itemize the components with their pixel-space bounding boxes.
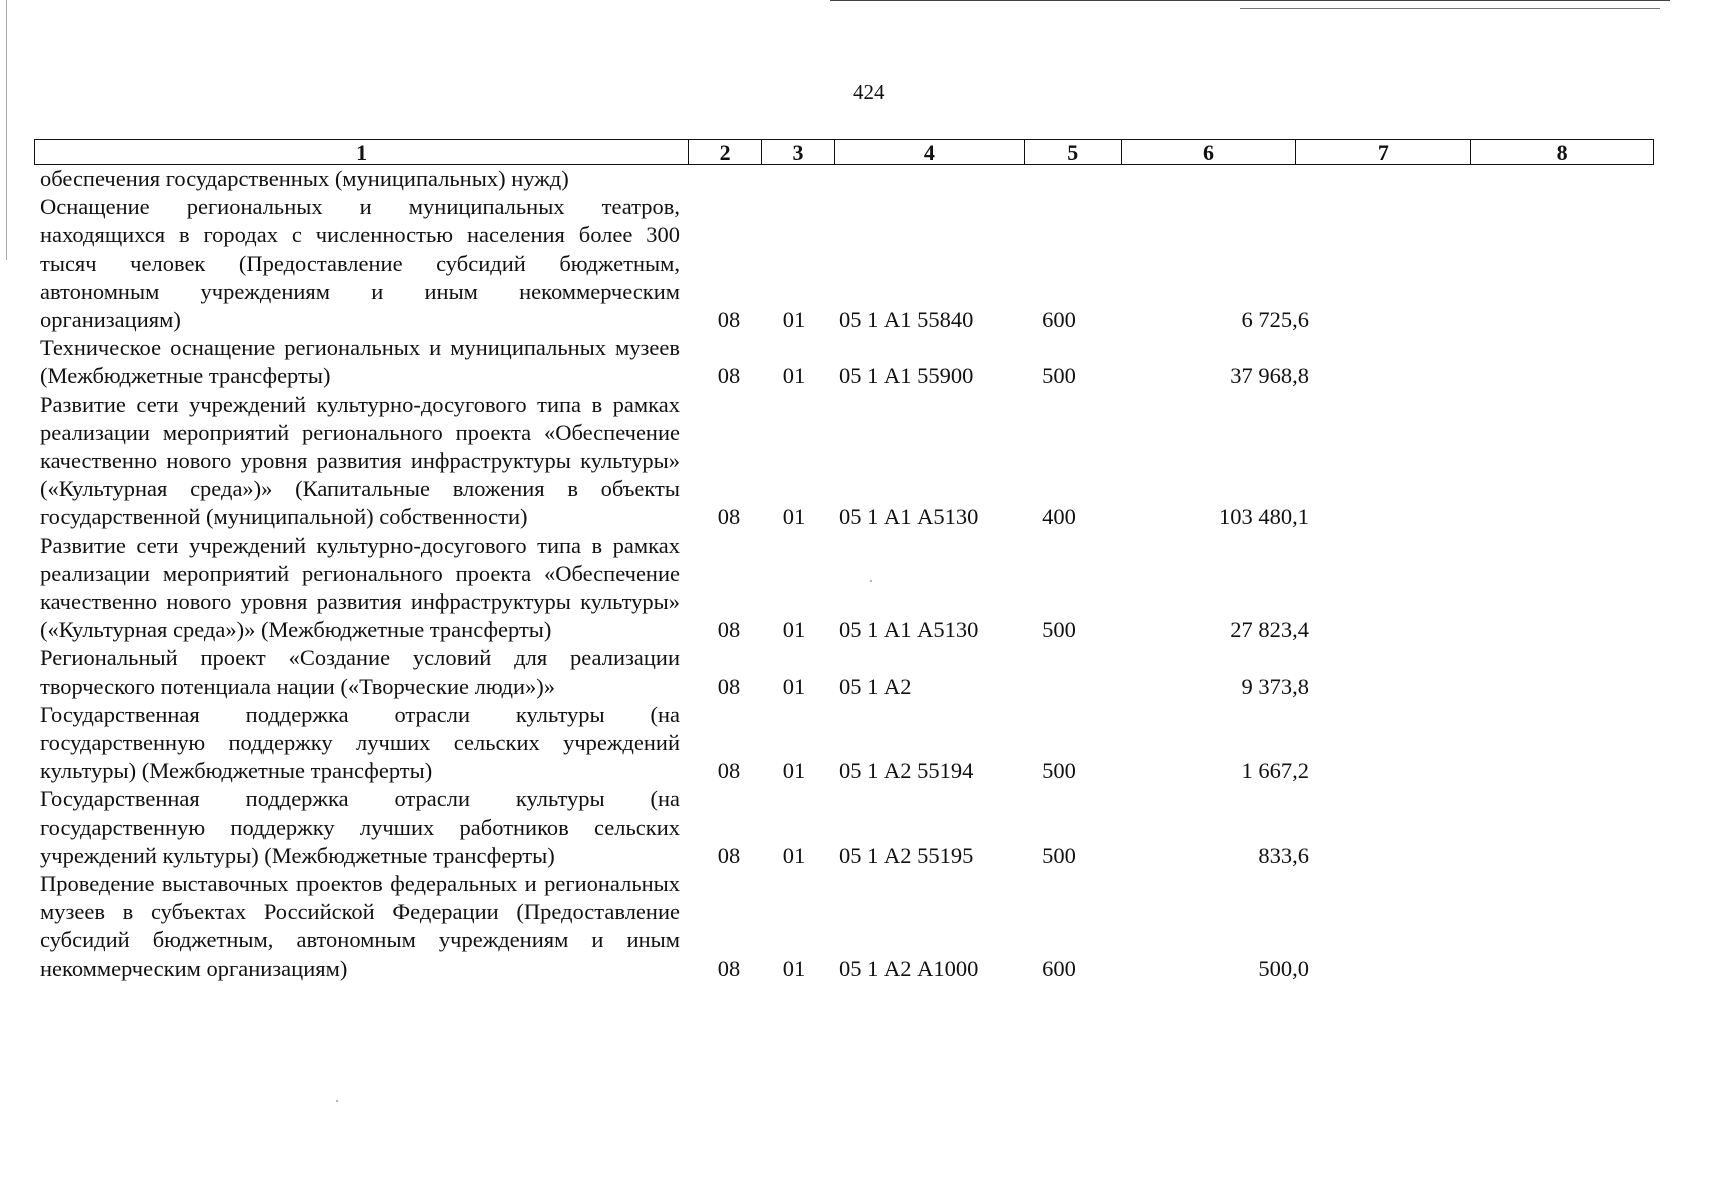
table-body <box>40 165 1600 983</box>
top-edge-rule-secondary <box>1240 8 1660 9</box>
row-description: Развитие сети учреждений культурно-досугового типа в рамках реализации мероприятий регионального проекта «Обеспечение качественно нового уровня развития инфраструктуры культуры» («Культурная среда»)» (Межбюджетные трансферты) <box>40 532 680 643</box>
row-section-code: 08 <box>717 955 741 981</box>
row-subsection-code: 01 <box>782 673 806 699</box>
column-header-2: 2 <box>689 140 762 164</box>
row-subsection-code: 01 <box>782 617 806 643</box>
row-subsection-code: 01 <box>782 363 806 389</box>
row-target-article: 05 1 А1 55900 <box>839 363 974 389</box>
row-target-article: 05 1 А1 А5130 <box>839 617 979 643</box>
row-expense-type: 500 <box>1042 363 1076 389</box>
table-row <box>40 785 1600 870</box>
row-expense-type: 500 <box>1042 758 1076 784</box>
row-target-article: 05 1 А2 <box>839 673 912 699</box>
row-subsection-code: 01 <box>782 955 806 981</box>
row-section-code: 08 <box>717 758 741 784</box>
row-subsection-code: 01 <box>782 758 806 784</box>
table-row <box>40 532 1600 645</box>
page-number: 424 <box>853 80 885 104</box>
row-section-code: 08 <box>717 617 741 643</box>
top-edge-rule <box>830 0 1670 1</box>
row-amount: 500,0 <box>1258 955 1309 981</box>
row-expense-type: 500 <box>1042 617 1076 643</box>
row-amount: 37 968,8 <box>1230 363 1309 389</box>
row-section-code: 08 <box>717 363 741 389</box>
row-target-article: 05 1 А2 А1000 <box>839 955 979 981</box>
scan-speck <box>870 580 872 582</box>
row-target-article: 05 1 А2 55194 <box>839 758 974 784</box>
row-expense-type: 600 <box>1042 307 1076 333</box>
row-section-code: 08 <box>717 307 741 333</box>
row-description: Развитие сети учреждений культурно-досугового типа в рамках реализации мероприятий регионального проекта «Обеспечение качественно нового уровня развития инфраструктуры культуры» («Культурная среда»)» (Капитальные вложения в объекты государственной (муниципальной) собственности) <box>40 391 680 530</box>
column-header-7: 7 <box>1296 140 1471 164</box>
scan-left-edge <box>6 0 7 260</box>
row-description: Оснащение региональных и муниципальных театров, находящихся в городах с численностью населения более 300 тысяч человек (Предоставление субсидий бюджетным, автономным учреждениям и иным некоммерческим организациям) <box>40 194 680 333</box>
table-row <box>40 870 1600 983</box>
column-header-4: 4 <box>835 140 1025 164</box>
table-column-header-row <box>34 139 1654 165</box>
row-amount: 1 667,2 <box>1241 758 1309 784</box>
row-subsection-code: 01 <box>782 842 806 868</box>
row-amount: 103 480,1 <box>1219 504 1309 530</box>
column-header-5: 5 <box>1025 140 1122 164</box>
row-target-article: 05 1 А1 55840 <box>839 307 974 333</box>
table-row <box>40 391 1600 532</box>
row-section-code: 08 <box>717 504 741 530</box>
row-subsection-code: 01 <box>782 307 806 333</box>
column-header-3: 3 <box>762 140 835 164</box>
row-subsection-code: 01 <box>782 504 806 530</box>
row-description: обеспечения государственных (муниципальных) нужд) <box>40 166 569 191</box>
row-section-code: 08 <box>717 842 741 868</box>
row-expense-type: 500 <box>1042 842 1076 868</box>
table-row <box>40 334 1600 390</box>
row-amount: 833,6 <box>1258 842 1309 868</box>
row-description: Проведение выставочных проектов федеральных и региональных музеев в субъектах Российской Федерации (Предоставление субсидий бюджетным, автономным учреждениям и иным некоммерческим организациям) <box>40 871 680 981</box>
column-header-1: 1 <box>35 140 689 164</box>
row-amount: 27 823,4 <box>1230 617 1309 643</box>
table-row <box>40 644 1600 700</box>
scan-speck <box>336 1100 338 1102</box>
row-target-article: 05 1 А2 55195 <box>839 842 974 868</box>
row-section-code: 08 <box>717 673 741 699</box>
row-target-article: 05 1 А1 А5130 <box>839 504 979 530</box>
row-description: Государственная поддержка отрасли культуры (на государственную поддержку лучших сельских учреждений культуры) (Межбюджетные трансферты) <box>40 701 680 784</box>
table-row <box>40 701 1600 786</box>
table-row <box>40 165 1600 193</box>
table-row <box>40 193 1600 334</box>
row-expense-type: 400 <box>1042 504 1076 530</box>
row-description: Техническое оснащение региональных и муниципальных музеев (Межбюджетные трансферты) <box>40 335 680 389</box>
row-amount: 9 373,8 <box>1241 673 1309 699</box>
row-expense-type: 600 <box>1042 955 1076 981</box>
column-header-6: 6 <box>1122 140 1297 164</box>
row-description: Государственная поддержка отрасли культуры (на государственную поддержку лучших работников сельских учреждений культуры) (Межбюджетные трансферты) <box>40 786 680 868</box>
column-header-8: 8 <box>1556 140 1568 165</box>
row-description: Региональный проект «Создание условий для реализации творческого потенциала нации («Творческие люди»)» <box>40 645 680 699</box>
row-amount: 6 725,6 <box>1241 307 1309 333</box>
